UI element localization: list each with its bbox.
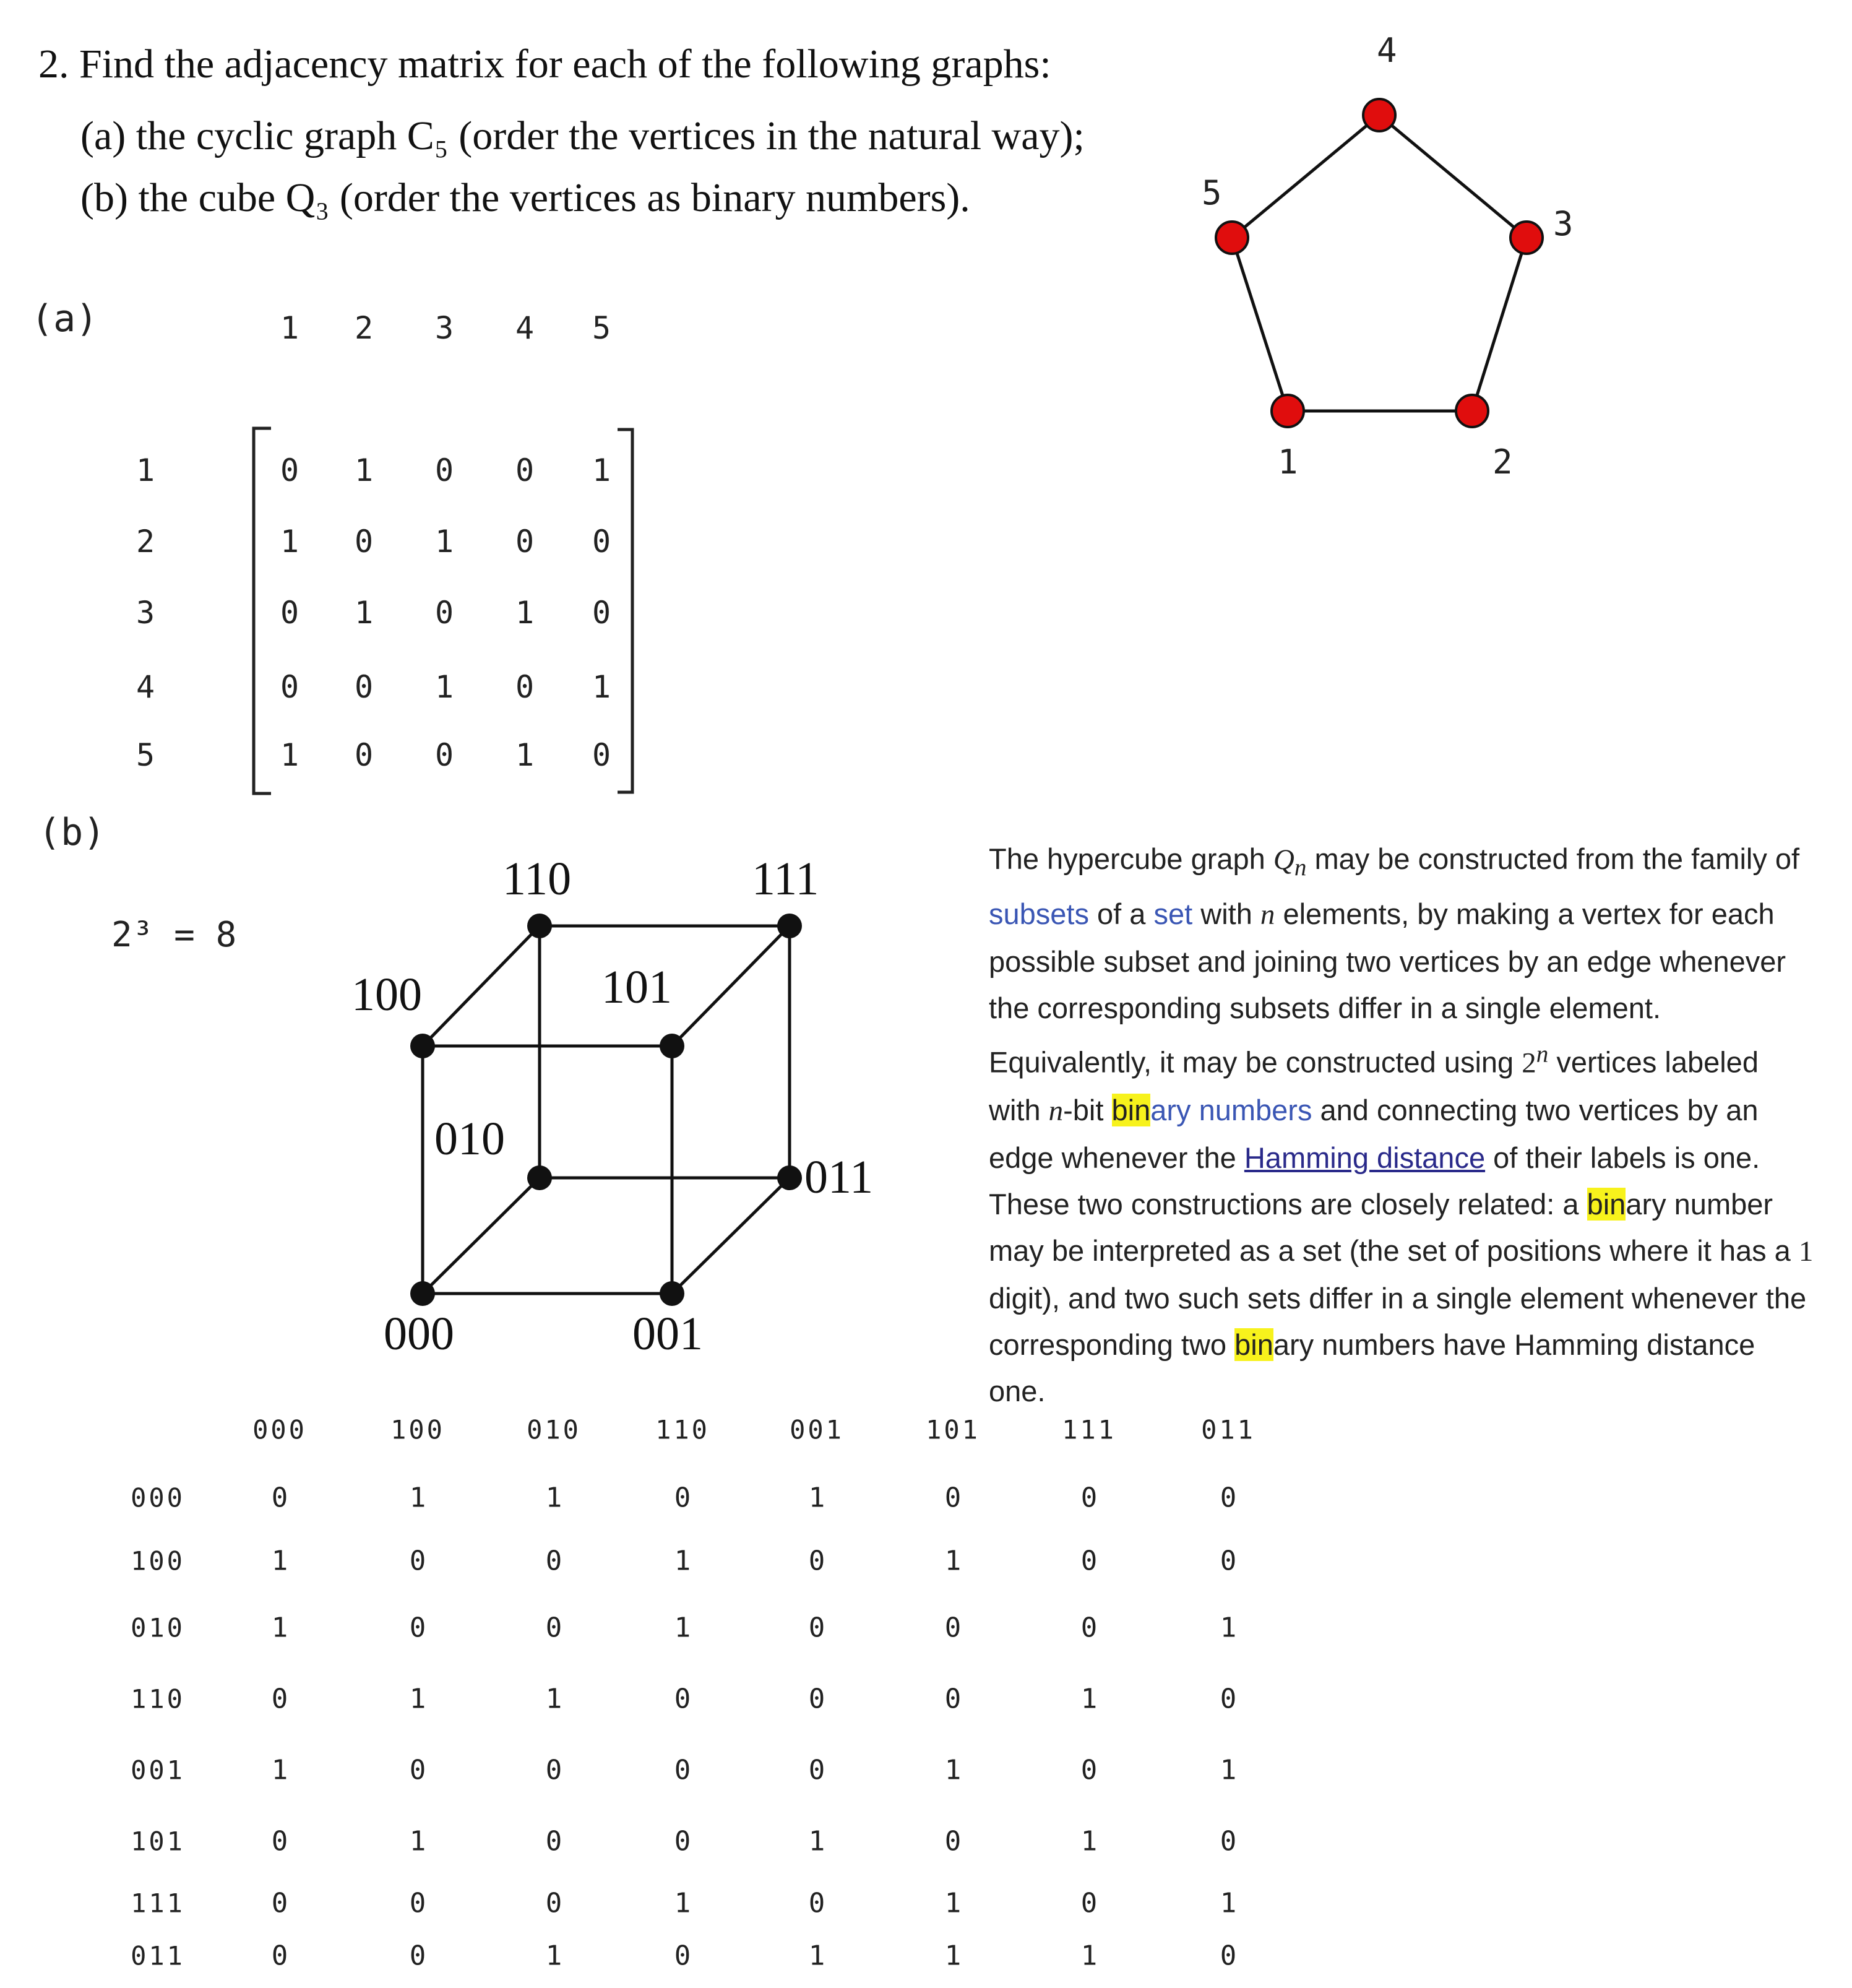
matrix-a-cell: 1 xyxy=(354,595,374,631)
matrix-b-cell: 0 xyxy=(1080,1754,1098,1786)
matrix-a-col-header: 4 xyxy=(515,310,535,346)
matrix-b-cell: 1 xyxy=(409,1825,426,1857)
cube-label-110: 110 xyxy=(502,853,572,905)
matrix-b-cell: 1 xyxy=(1080,1825,1098,1857)
cube-label-011: 011 xyxy=(804,1151,874,1203)
matrix-b-row-header: 000 xyxy=(131,1482,185,1513)
matrix-a-cell: 0 xyxy=(515,669,535,705)
matrix-b-cell: 1 xyxy=(808,1940,825,1972)
matrix-b-cell: 1 xyxy=(545,1482,562,1514)
edge-3-2 xyxy=(1472,238,1527,411)
matrix-a-row-header: 4 xyxy=(136,669,155,705)
matrix-b-cell: 0 xyxy=(1080,1887,1098,1919)
matrix-b-cell: 1 xyxy=(271,1612,288,1644)
matrix-b-cell: 1 xyxy=(271,1545,288,1577)
matrix-b-cell: 1 xyxy=(271,1754,288,1786)
pentagon-vertex-3 xyxy=(1510,222,1543,254)
matrix-b-cell: 1 xyxy=(1080,1683,1098,1715)
hypercube-description: The hypercube graph $Q_n$ may be constructed from the family of subsets of a set with n elements, by making a vertex for each possible subset and joining two vertices by an edge whenever the corresponding subsets differ in a single element. Equivalently, it may be constructed using 2$^n$ vertices labeled with n-bit binary numbers and connecting two vertices by an edge whenever the Hamming distance of their labels is one. These two constructions are closely related: a binary number may be interpreted as a set (the set of positions where it has a 1 digit), and two such sets differ in a single element whenever the corresponding two binary numbers have Hamming distance one. xyxy=(989,842,1814,1408)
matrix-a-col-header: 3 xyxy=(434,310,454,346)
matrix-b-cell: 1 xyxy=(409,1482,426,1514)
matrix-b-cell: 0 xyxy=(271,1482,288,1514)
matrix-b-cell: 1 xyxy=(674,1612,691,1644)
matrix-b-cell: 1 xyxy=(944,1887,962,1919)
cube-label-111: 111 xyxy=(752,853,819,905)
matrix-a-cell: 0 xyxy=(354,669,374,705)
matrix-b-col-header: 111 xyxy=(1062,1414,1116,1445)
matrix-b-row-header: 110 xyxy=(131,1683,185,1714)
matrix-b-cell: 1 xyxy=(1080,1940,1098,1972)
matrix-b-cell: 0 xyxy=(545,1887,562,1919)
matrix-b-cell: 0 xyxy=(409,1612,426,1644)
matrix-a-cell: 1 xyxy=(354,452,374,488)
matrix-b-cell: 1 xyxy=(944,1754,962,1786)
binary-numbers-link[interactable]: ary numbers xyxy=(1150,1094,1312,1127)
matrix-a-cell: 1 xyxy=(592,452,611,488)
cube-label-101: 101 xyxy=(601,961,672,1013)
cube-label-010: 010 xyxy=(434,1113,505,1165)
matrix-b-cell: 0 xyxy=(271,1825,288,1857)
pentagon-vertex-2 xyxy=(1456,395,1488,427)
matrix-b-col-header: 110 xyxy=(655,1414,710,1445)
matrix-b-cell: 1 xyxy=(409,1683,426,1715)
matrix-b-cell: 0 xyxy=(545,1825,562,1857)
cube-label-000: 000 xyxy=(384,1308,454,1360)
subsets-link[interactable]: subsets xyxy=(989,897,1089,931)
cube-label-001: 001 xyxy=(632,1308,703,1360)
matrix-b-cell: 0 xyxy=(808,1545,825,1577)
matrix-b-cell: 0 xyxy=(409,1887,426,1919)
matrix-b-cell: 1 xyxy=(674,1887,691,1919)
matrix-b-cell: 0 xyxy=(1220,1940,1237,1972)
matrix-a-cell: 1 xyxy=(592,669,611,705)
matrix-b-cell: 0 xyxy=(545,1545,562,1577)
matrix-a-cell: 0 xyxy=(280,595,299,631)
matrix-b-cell: 0 xyxy=(674,1940,691,1972)
matrix-a-cell: 0 xyxy=(280,669,299,705)
matrix-a-cell: 1 xyxy=(515,595,535,631)
part-b-label: (b) xyxy=(38,811,106,854)
matrix-a-cell: 1 xyxy=(515,737,535,773)
part-a-label: (a) xyxy=(31,297,98,340)
matrix-b-cell: 0 xyxy=(674,1482,691,1514)
problem-title: 2. Find the adjacency matrix for each of the following graphs: xyxy=(38,41,1051,87)
matrix-b-cell: 1 xyxy=(545,1940,562,1972)
matrix-a-col-header: 5 xyxy=(592,310,611,346)
vertex-count-note: 2³ = 8 xyxy=(111,915,237,955)
matrix-b-col-header: 100 xyxy=(390,1414,445,1445)
matrix-a-col-header: 1 xyxy=(280,310,299,346)
matrix-b-cell: 0 xyxy=(808,1754,825,1786)
matrix-b-cell: 0 xyxy=(674,1683,691,1715)
matrix-a-row-header: 5 xyxy=(136,737,155,773)
matrix-a-cell: 0 xyxy=(280,452,299,488)
matrix-b-cell: 1 xyxy=(545,1683,562,1715)
matrix-b-cell: 0 xyxy=(271,1940,288,1972)
matrix-b-cell: 0 xyxy=(545,1754,562,1786)
pentagon-label-1: 1 xyxy=(1278,443,1298,482)
matrix-a-row-header: 3 xyxy=(136,595,155,631)
problem-part-a: (a) the cyclic graph C₅ (order the vertices in the natural way); xyxy=(80,113,1085,158)
matrix-b-cell: 1 xyxy=(1220,1754,1237,1786)
set-link[interactable]: set xyxy=(1153,897,1193,931)
matrix-a-cell: 0 xyxy=(592,524,611,560)
matrix-a-cell: 1 xyxy=(434,524,454,560)
matrix-b-cell: 0 xyxy=(944,1825,962,1857)
matrix-a-cell: 1 xyxy=(280,737,299,773)
matrix-b-cell: 1 xyxy=(1220,1612,1237,1644)
matrix-b-cell: 0 xyxy=(674,1754,691,1786)
matrix-b-cell: 0 xyxy=(545,1612,562,1644)
pentagon-label-2: 2 xyxy=(1492,443,1513,482)
matrix-a-cell: 1 xyxy=(280,524,299,560)
matrix-b-cell: 1 xyxy=(808,1825,825,1857)
matrix-b-cell: 0 xyxy=(808,1683,825,1715)
matrix-b-cell: 0 xyxy=(1080,1545,1098,1577)
matrix-b-col-header: 101 xyxy=(926,1414,980,1445)
matrix-b-cell: 1 xyxy=(808,1482,825,1514)
matrix-a-row-header: 1 xyxy=(136,452,155,488)
matrix-b-cell: 0 xyxy=(409,1545,426,1577)
matrix-b-row-header: 100 xyxy=(131,1545,185,1576)
matrix-b-cell: 0 xyxy=(944,1482,962,1514)
pentagon-vertex-4 xyxy=(1363,99,1395,131)
pentagon-label-4: 4 xyxy=(1377,31,1397,70)
matrix-b-col-header: 011 xyxy=(1201,1414,1255,1445)
pentagon-label-3: 3 xyxy=(1553,204,1574,243)
matrix-a-row-header: 2 xyxy=(136,524,155,560)
cube-label-100: 100 xyxy=(351,969,422,1021)
matrix-a-cell: 0 xyxy=(354,524,374,560)
matrix-b-cell: 0 xyxy=(1080,1612,1098,1644)
matrix-b-row-header: 011 xyxy=(131,1940,185,1971)
matrix-a-cell: 0 xyxy=(515,452,535,488)
matrix-b-row-header: 010 xyxy=(131,1612,185,1643)
matrix-a-cell: 0 xyxy=(434,595,454,631)
matrix-b-cell: 0 xyxy=(1220,1482,1237,1514)
matrix-b-cell: 0 xyxy=(944,1683,962,1715)
matrix-b-cell: 1 xyxy=(944,1545,962,1577)
matrix-b-cell: 0 xyxy=(409,1940,426,1972)
matrix-b-cell: 1 xyxy=(944,1940,962,1972)
matrix-a-cell: 0 xyxy=(434,737,454,773)
edge-4-3 xyxy=(1379,115,1527,238)
matrix-b-cell: 1 xyxy=(674,1545,691,1577)
matrix-b-col-header: 001 xyxy=(790,1414,844,1445)
matrix-b-cell: 0 xyxy=(271,1887,288,1919)
matrix-b-cell: 0 xyxy=(1220,1545,1237,1577)
matrix-b-cell: 1 xyxy=(1220,1887,1237,1919)
matrix-b-row-header: 001 xyxy=(131,1755,185,1786)
matrix-a-cell: 1 xyxy=(434,669,454,705)
matrix-b-cell: 0 xyxy=(674,1825,691,1857)
matrix-b-cell: 0 xyxy=(1220,1825,1237,1857)
matrix-b-cell: 0 xyxy=(271,1683,288,1715)
matrix-a-cell: 0 xyxy=(515,524,535,560)
matrix-b-row-header: 111 xyxy=(131,1888,185,1919)
hamming-distance-link[interactable]: Hamming distance xyxy=(1244,1141,1486,1175)
problem-part-b: (b) the cube Q₃ (order the vertices as binary numbers). xyxy=(80,175,970,220)
matrix-b-col-header: 010 xyxy=(527,1414,581,1445)
matrix-b-cell: 0 xyxy=(1220,1683,1237,1715)
matrix-b-row-header: 101 xyxy=(131,1826,185,1857)
matrix-b-cell: 0 xyxy=(808,1887,825,1919)
matrix-a-cell: 0 xyxy=(434,452,454,488)
matrix-a-cell: 0 xyxy=(592,737,611,773)
matrix-a-cell: 0 xyxy=(592,595,611,631)
matrix-b-cell: 0 xyxy=(944,1612,962,1644)
matrix-a-col-header: 2 xyxy=(354,310,374,346)
pentagon-label-5: 5 xyxy=(1202,173,1222,212)
matrix-b-cell: 0 xyxy=(1080,1482,1098,1514)
matrix-b-cell: 0 xyxy=(409,1754,426,1786)
matrix-b-cell: 0 xyxy=(808,1612,825,1644)
matrix-a-cell: 0 xyxy=(354,737,374,773)
matrix-b-col-header: 000 xyxy=(252,1414,307,1445)
